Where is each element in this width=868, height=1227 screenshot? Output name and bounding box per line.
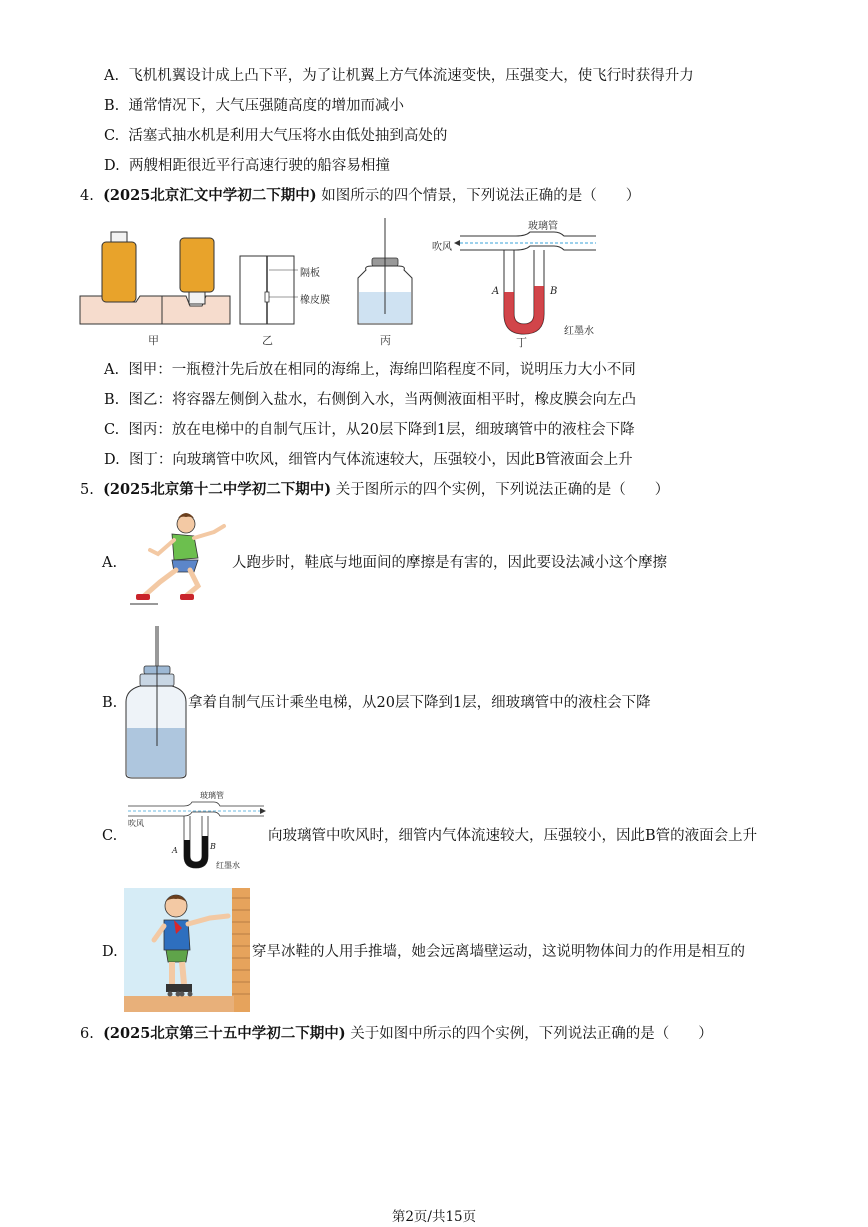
fig-ding-label: 丁 xyxy=(516,336,527,349)
q4-stem: 4. (2025北京汇文中学初二下期中) 如图所示的四个情景，下列说法正确的是（ ） xyxy=(80,187,641,204)
q4-option-a: A. 图甲：一瓶橙汁先后放在相同的海绵上，海绵凹陷程度不同，说明压力大小不同 xyxy=(104,362,636,378)
q5-option-c-label: C. xyxy=(102,828,118,844)
q5-option-b-label: B. xyxy=(102,695,118,711)
q5-option-d-label: D. xyxy=(102,944,118,960)
fig-bing-barometer xyxy=(358,218,412,324)
c-boliguan-label: 玻璃管 xyxy=(200,791,224,800)
hongmoshui-label: 红墨水 xyxy=(564,326,594,337)
c-tube-a-label: A xyxy=(172,846,178,855)
q5-option-a-label: A. xyxy=(102,555,118,571)
q3-option-d: D. 两艘相距很近平行高速行驶的船容易相撞 xyxy=(104,158,390,174)
q4-option-c: C. 图丙：放在电梯中的自制气压计，从20层下降到1层，细玻璃管中的液柱会下降 xyxy=(104,422,635,438)
q4-option-b: B. 图乙：将容器左侧倒入盐水，右侧倒入水，当两侧液面相平时，橡皮膜会向左凸 xyxy=(104,392,636,408)
q4-option-d: D. 图丁：向玻璃管中吹风，细管内气体流速较大，压强较小，因此B管液面会上升 xyxy=(104,452,633,468)
q5-option-a-text: 人跑步时，鞋底与地面间的摩擦是有害的，因此要设法减小这个摩擦 xyxy=(232,555,667,571)
xiangpimo-label: 橡皮膜 xyxy=(300,295,330,306)
tube-a-label: A xyxy=(492,286,500,297)
geban-label: 隔板 xyxy=(300,268,320,279)
fig-jia-label: 甲 xyxy=(148,334,159,347)
skater-illustration xyxy=(124,888,250,1012)
q3-option-b: B. 通常情况下，大气压强随高度的增加而减小 xyxy=(104,98,404,114)
q6-stem: 6. (2025北京第三十五中学初二下期中) 关于如图中所示的四个实例，下列说法正确的是（ ） xyxy=(80,1025,713,1042)
q5-option-d-text: 穿旱冰鞋的人用手推墙，她会远离墙壁运动，这说明物体间力的作用是相互的 xyxy=(252,944,745,960)
tube-b-label: B xyxy=(550,286,558,297)
c-hongmoshui-label: 红墨水 xyxy=(216,861,240,870)
page-footer: 第2页/共15页 xyxy=(391,1209,477,1225)
fig-yi-container xyxy=(240,256,298,324)
chuifeng-label: 吹风 xyxy=(432,242,452,253)
q5-option-b-text: 拿着自制气压计乘坐电梯，从20层下降到1层，细玻璃管中的液柱会下降 xyxy=(188,695,651,711)
runner-illustration xyxy=(128,510,232,610)
fig-bing-label: 丙 xyxy=(380,334,391,347)
c-chuifeng-label: 吹风 xyxy=(128,819,144,828)
u-tube-illustration xyxy=(124,788,266,874)
q4-figure xyxy=(76,214,616,344)
fig-jia-inverted-bottle xyxy=(162,238,230,324)
q5-option-c-text: 向玻璃管中吹风时，细管内气体流速较大，压强较小，因此B管的液面会上升 xyxy=(268,828,758,844)
fig-yi-label: 乙 xyxy=(262,334,273,347)
q3-option-c: C. 活塞式抽水机是利用大气压将水由低处抽到高处的 xyxy=(104,128,448,144)
c-tube-b-label: B xyxy=(210,842,216,851)
barometer-illustration xyxy=(124,624,188,780)
fig-ding-u-tube xyxy=(454,232,596,334)
q5-stem: 5. (2025北京第十二中学初二下期中) 关于图所示的四个实例，下列说法正确的是（ ） xyxy=(80,481,670,498)
q3-option-a: A. 飞机机翼设计成上凸下平，为了让机翼上方气体流速变快，压强变大，使飞行时获得升力 xyxy=(104,68,694,84)
boliguan-label: 玻璃管 xyxy=(528,221,558,232)
fig-jia-upright-bottle xyxy=(80,232,162,324)
